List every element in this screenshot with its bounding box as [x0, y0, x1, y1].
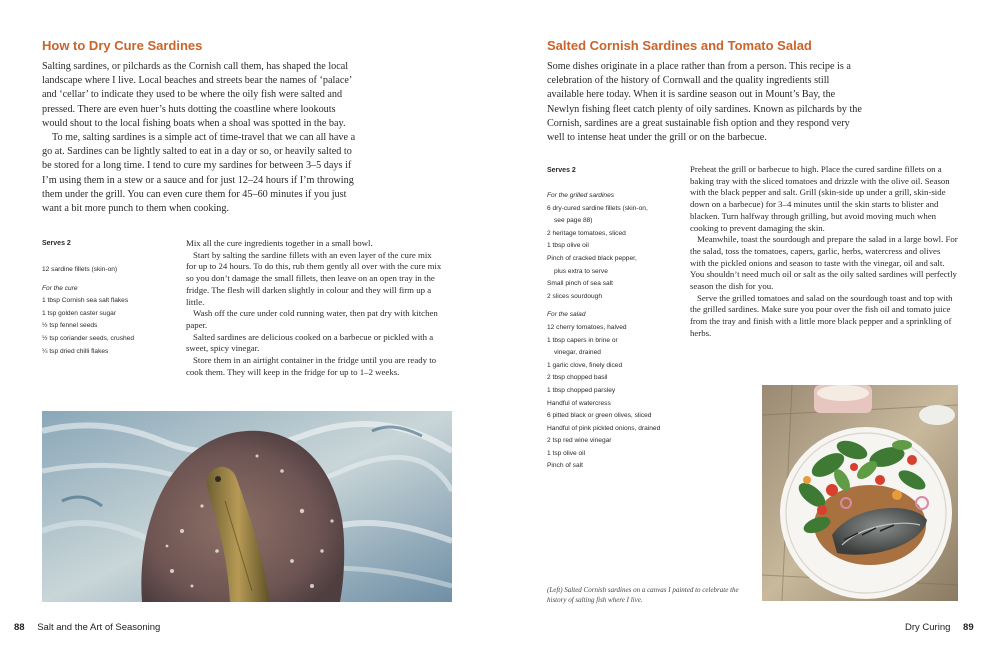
ingredient-subheading: For the cure — [42, 284, 78, 292]
ingredient-item: 2 tbsp chopped basil — [547, 374, 608, 382]
method-step: Serve the grilled tomatoes and salad on the sourdough toast and top with the grilled sardines. Make sure you pour over the fish oil and tomato juice from the tray and finish with a little more black pepper and a sprinkling of herbs. — [690, 292, 953, 338]
ingredient-item: ¼ tsp dried chilli flakes — [42, 347, 109, 355]
ingredient-item: 2 tsp red wine vinegar — [547, 437, 612, 445]
left-page-title: How to Dry Cure Sardines — [42, 38, 203, 53]
page-number: 88 — [14, 622, 25, 633]
ingredient-item: Handful of watercress — [547, 399, 611, 407]
ingredient-item: 1 tsp olive oil — [547, 449, 586, 457]
ingredient-item: 1 tbsp Cornish sea salt flakes — [42, 297, 129, 305]
left-serves: Serves 2 — [42, 240, 71, 247]
ingredient-item: 6 dry-cured sardine fillets (skin-on, — [547, 204, 648, 212]
left-folio — [14, 622, 160, 633]
sardine-canvas-photo — [42, 411, 452, 602]
ingredient-item: Pinch of salt — [547, 462, 583, 470]
sardine-salad-image — [762, 385, 958, 601]
ingredient-subheading: For the grilled sardines — [547, 192, 615, 199]
method-step: Meanwhile, toast the sourdough and prepare the salad in a large bowl. For the salad, toss the tomatoes, capers, garlic, herbs, watercress and olives with the pickled onions and season to taste with the vinegar, oil and salt. You shouldn’t need much oil or salt as the oily salted sardines will perfectly season the dish for you. — [690, 234, 958, 292]
method-step: Preheat the grill or barbecue to high. Place the cured sardine fillets on a baking tray with the sliced tomatoes and drizzle with the olive oil. Season with the black pepper and salt. Grill (skin-side up under a grill, skin-side down on a barbecue) for 3–4 minutes until the skin starts to blister and blacken. Turn halfway through grilling, but avoid moving much when cooking to prevent damaging the skin. — [690, 164, 950, 233]
right-intro-paragraph: Some dishes originate in a place rather than from a person. This recipe is a celebration of the history of Cornwall and the quality ingredients still available here today. When it is sardine season out in Mount’s Bay, the Newlyn fishing fleet catch plenty of oily sardines. Known as pilchards by the Cornish, sardines are a great sustainable fish option and they respond very well to intense heat under the grill or on the barbecue. — [547, 61, 862, 144]
ingredient-item: ½ tsp fennel seeds — [42, 322, 98, 330]
ingredient-item: 2 heritage tomatoes, sliced — [547, 229, 626, 237]
ingredient-item: 1 tbsp chopped parsley — [547, 386, 616, 394]
ingredient-item: 1 tbsp olive oil — [547, 242, 589, 250]
ingredient-item: 12 sardine fillets (skin-on) — [42, 266, 118, 273]
sardine-salad-photo — [762, 385, 958, 601]
method-step: Mix all the cure ingredients together in a small bowl. — [186, 238, 373, 248]
method-step: Start by salting the sardine fillets with an even layer of the cure mix for up to 24 hours. To do this, rub them gently all over with the cure mix so you don’t damage the small fillets, then leave on an open tray in the fridge. The flesh will darken slightly in colour and they will firm up a little. — [186, 249, 442, 307]
left-ingredient-list — [42, 264, 182, 358]
ingredient-item: plus extra to serve — [554, 267, 608, 275]
ingredient-item: 1 garlic clove, finely diced — [547, 361, 623, 369]
right-page-title: Salted Cornish Sardines and Tomato Salad — [547, 38, 812, 53]
left-intro-paragraph: Salting sardines, or pilchards as the Cornish call them, has shaped the local landscape where I live. Local beaches and streets bear the names of ‘palace’ and ‘cellar’ to indicate they used to be where the oily fish were salted and pressed. There are even huer’s huts dotting the coastline where lookouts would shout to the local fishing boats when a shoal was spotted in the bay. — [42, 61, 352, 129]
method-step: Wash off the cure under cold running water, then pat dry with kitchen paper. — [186, 308, 438, 330]
photo-caption: (Left) Salted Cornish sardines on a canvas I painted to celebrate the history of salting fish where I live. — [547, 586, 739, 604]
left-method — [186, 238, 444, 378]
ingredient-item: Handful of pink pickled onions, drained — [547, 424, 661, 432]
right-folio — [905, 622, 974, 633]
right-intro — [547, 60, 865, 145]
ingredient-item: 2 slices sourdough — [547, 292, 602, 300]
right-page — [500, 0, 1000, 651]
right-method — [690, 164, 958, 340]
ingredient-item: ½ tsp coriander seeds, crushed — [42, 334, 134, 342]
sardine-canvas-image — [42, 411, 452, 602]
ingredient-item: Pinch of cracked black pepper, — [547, 254, 637, 262]
ingredient-item: vinegar, drained — [554, 349, 601, 357]
running-title: Dry Curing — [905, 622, 951, 633]
ingredient-item: 6 pitted black or green olives, sliced — [547, 412, 652, 420]
running-title: Salt and the Art of Seasoning — [37, 622, 161, 633]
page-number: 89 — [963, 622, 974, 633]
ingredient-item: Small pinch of sea salt — [547, 280, 613, 288]
ingredient-item: 1 tsp golden caster sugar — [42, 309, 117, 317]
ingredient-item: see page 88) — [554, 217, 593, 225]
ingredient-item: 12 cherry tomatoes, halved — [547, 323, 627, 331]
ingredient-item: 1 tbsp capers in brine or — [547, 336, 618, 344]
right-serves: Serves 2 — [547, 167, 576, 174]
method-step: Salted sardines are delicious cooked on a barbecue or pickled with a sweet, spicy vinegar. — [186, 331, 434, 354]
left-intro — [42, 60, 360, 216]
left-intro-paragraph: To me, salting sardines is a simple act of time-travel that we can all have a go at. Sardines can be lightly salted to eat in a day or so, or heavily salted to be stored for a long time. I tend to cure my sardines for between 3–5 days if I’m using them in a stew or a sauce and for just 12–24 hours if I’m throwing them under the grill. You can even cure them for 45–60 minutes if you just want a bit more punch to them when cooking. — [42, 132, 356, 215]
right-ingredient-list — [547, 184, 692, 473]
method-step: Store them in an airtight container in the fridge until you are ready to cook them. They will keep in the fridge for up to 1–2 weeks. — [186, 355, 437, 377]
ingredient-subheading: For the salad — [547, 311, 586, 319]
